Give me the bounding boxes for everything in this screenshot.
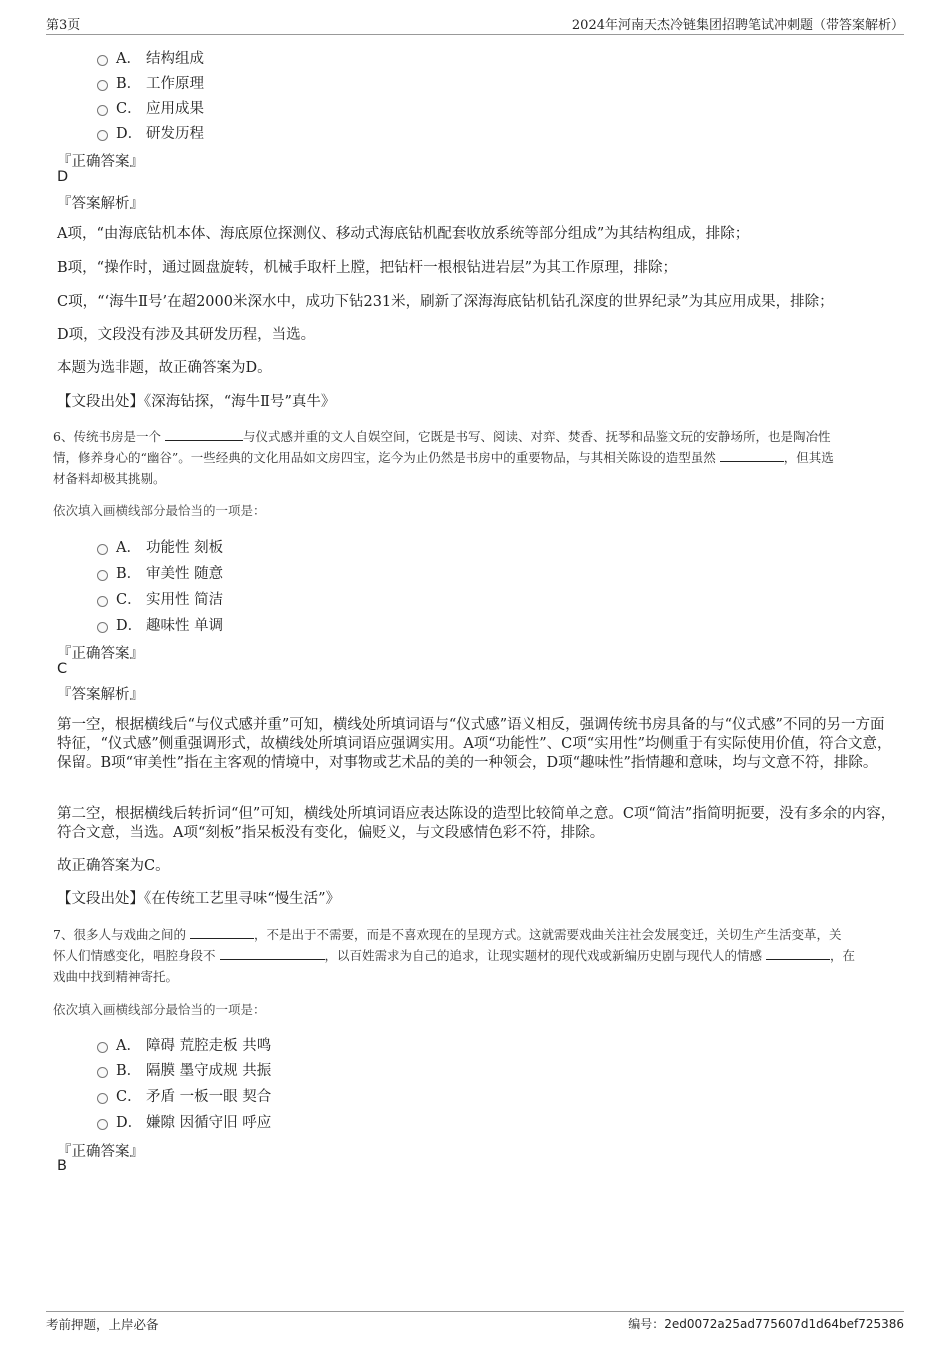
radio-icon[interactable] xyxy=(97,622,108,633)
radio-icon[interactable] xyxy=(97,80,108,91)
radio-icon[interactable] xyxy=(97,570,108,581)
analysis-paragraph: 本题为选非题，故正确答案为D。 xyxy=(57,360,272,376)
option-b[interactable]: B． 工作原理 xyxy=(97,72,204,93)
question-stem: 6、传统书房是一个 与仪式感并重的文人自娱空间，它既是书写、阅读、对弈、焚香、抚琴和品鉴文玩的安静场所，也是陶冶性 情，修养身心的“幽谷”。一些经典的文化用品如文房四宝，迄今为止仍然是书房中的重要物品，与其相关陈设的造型虽然 ，但其选 材备料却极其挑剔。 xyxy=(53,429,834,486)
answer-label: 『正确答案』 xyxy=(57,154,144,170)
analysis-paragraph: C项，“‘海牛Ⅱ号’在超2000米深水中，成功下钻231米，刷新了深海海底钻机钻孔深度的世界纪录”为其应用成果，排除； xyxy=(57,294,834,310)
option-b[interactable]: B． 隔膜 墨守成规 共振 xyxy=(97,1059,271,1080)
page-footer xyxy=(46,1311,904,1332)
answer-label: 『正确答案』 xyxy=(57,646,144,662)
radio-icon[interactable] xyxy=(97,596,108,607)
radio-icon[interactable] xyxy=(97,1119,108,1130)
analysis-label: 『答案解析』 xyxy=(57,196,144,212)
radio-icon[interactable] xyxy=(97,130,108,141)
radio-icon[interactable] xyxy=(97,1042,108,1053)
document-id: 编号：2ed0072a25ad775607d1d64bef725386 xyxy=(628,1317,904,1331)
answer-value: C xyxy=(57,661,68,677)
option-c[interactable]: C． 实用性 简洁 xyxy=(97,588,223,609)
question-instruction: 依次填入画横线部分最恰当的一项是： xyxy=(53,503,266,518)
radio-icon[interactable] xyxy=(97,544,108,555)
option-a[interactable]: A． 障碍 荒腔走板 共鸣 xyxy=(97,1034,271,1055)
blank-line xyxy=(220,947,325,960)
analysis-paragraph: B项，“操作时，通过圆盘旋转，机械手取杆上膛，把钻杆一根根钻进岩层”为其工作原理，排除； xyxy=(57,260,677,276)
analysis-paragraph: D项，文段没有涉及其研发历程，当选。 xyxy=(57,327,316,343)
answer-value: D xyxy=(57,169,69,185)
analysis-paragraph: 第一空，根据横线后“与仪式感并重”可知，横线处所填词语与“仪式感”语义相反，强调传统书房具备的与“仪式感”不同的另一方面特征，“仪式感”侧重强调形式，故横线处所填词语应强调实用。A项“功能性”、C项“实用性”均侧重于有实际使用价值，符合文意，保留。B项“审美性”指在主客观的情境中，对事物或艺术品的美的一种领会，D项“趣味性”指情趣和意味，均与文意不符，排除。 xyxy=(57,717,892,771)
option-a[interactable]: A． 功能性 刻板 xyxy=(97,536,223,557)
document-title: 2024年河南天杰冷链集团招聘笔试冲刺题（带答案解析） xyxy=(571,18,904,33)
option-b[interactable]: B． 审美性 随意 xyxy=(97,562,223,583)
analysis-paragraph: 第二空，根据横线后转折词“但”可知，横线处所填词语应表达陈设的造型比较简单之意。C项“简洁”指简明扼要，没有多余的内容，符合文意，当选。A项“刻板”指呆板没有变化，偏贬义，与文段感情色彩不符，排除。 xyxy=(57,806,896,841)
blank-line xyxy=(190,926,254,939)
option-c[interactable]: C． 应用成果 xyxy=(97,97,204,118)
option-d[interactable]: D． 研发历程 xyxy=(97,122,204,143)
option-d[interactable]: D． 趣味性 单调 xyxy=(97,614,223,635)
blank-line xyxy=(165,428,243,441)
radio-icon[interactable] xyxy=(97,105,108,116)
page-header xyxy=(46,14,904,35)
analysis-paragraph: A项，“由海底钻机本体、海底原位探测仪、移动式海底钻机配套收放系统等部分组成”为其结构组成，排除； xyxy=(57,226,750,242)
answer-label: 『正确答案』 xyxy=(57,1144,144,1160)
option-d[interactable]: D． 嫌隙 因循守旧 呼应 xyxy=(97,1111,271,1132)
radio-icon[interactable] xyxy=(97,1067,108,1078)
answer-value: B xyxy=(57,1158,67,1174)
radio-icon[interactable] xyxy=(97,55,108,66)
page-number: 第3页 xyxy=(46,18,81,33)
analysis-label: 『答案解析』 xyxy=(57,687,144,703)
blank-line xyxy=(720,449,784,462)
blank-line xyxy=(766,947,830,960)
option-c[interactable]: C． 矛盾 一板一眼 契合 xyxy=(97,1085,271,1106)
analysis-conclusion: 故正确答案为C。 xyxy=(57,858,170,874)
question-instruction: 依次填入画横线部分最恰当的一项是： xyxy=(53,1002,266,1017)
footer-slogan: 考前押题，上岸必备 xyxy=(46,1317,159,1332)
source-citation: 【文段出处】《在传统工艺里寻味“慢生活”》 xyxy=(57,891,341,907)
question-stem: 7、很多人与戏曲之间的 ，不是出于不需要，而是不喜欢现在的呈现方式。这就需要戏曲关注社会发展变迁，关切生产生活变革，关 怀人们情感变化，唱腔身段不 ，以百姓需求为自己的追求，让现实题材的现代戏或新编历史剧与现代人的情感 ，在 戏曲中找到精神寄托。 xyxy=(53,927,856,984)
option-a[interactable]: A． 结构组成 xyxy=(97,47,204,68)
radio-icon[interactable] xyxy=(97,1093,108,1104)
source-citation: 【文段出处】《深海钻探，“海牛Ⅱ号”真牛》 xyxy=(57,394,336,410)
